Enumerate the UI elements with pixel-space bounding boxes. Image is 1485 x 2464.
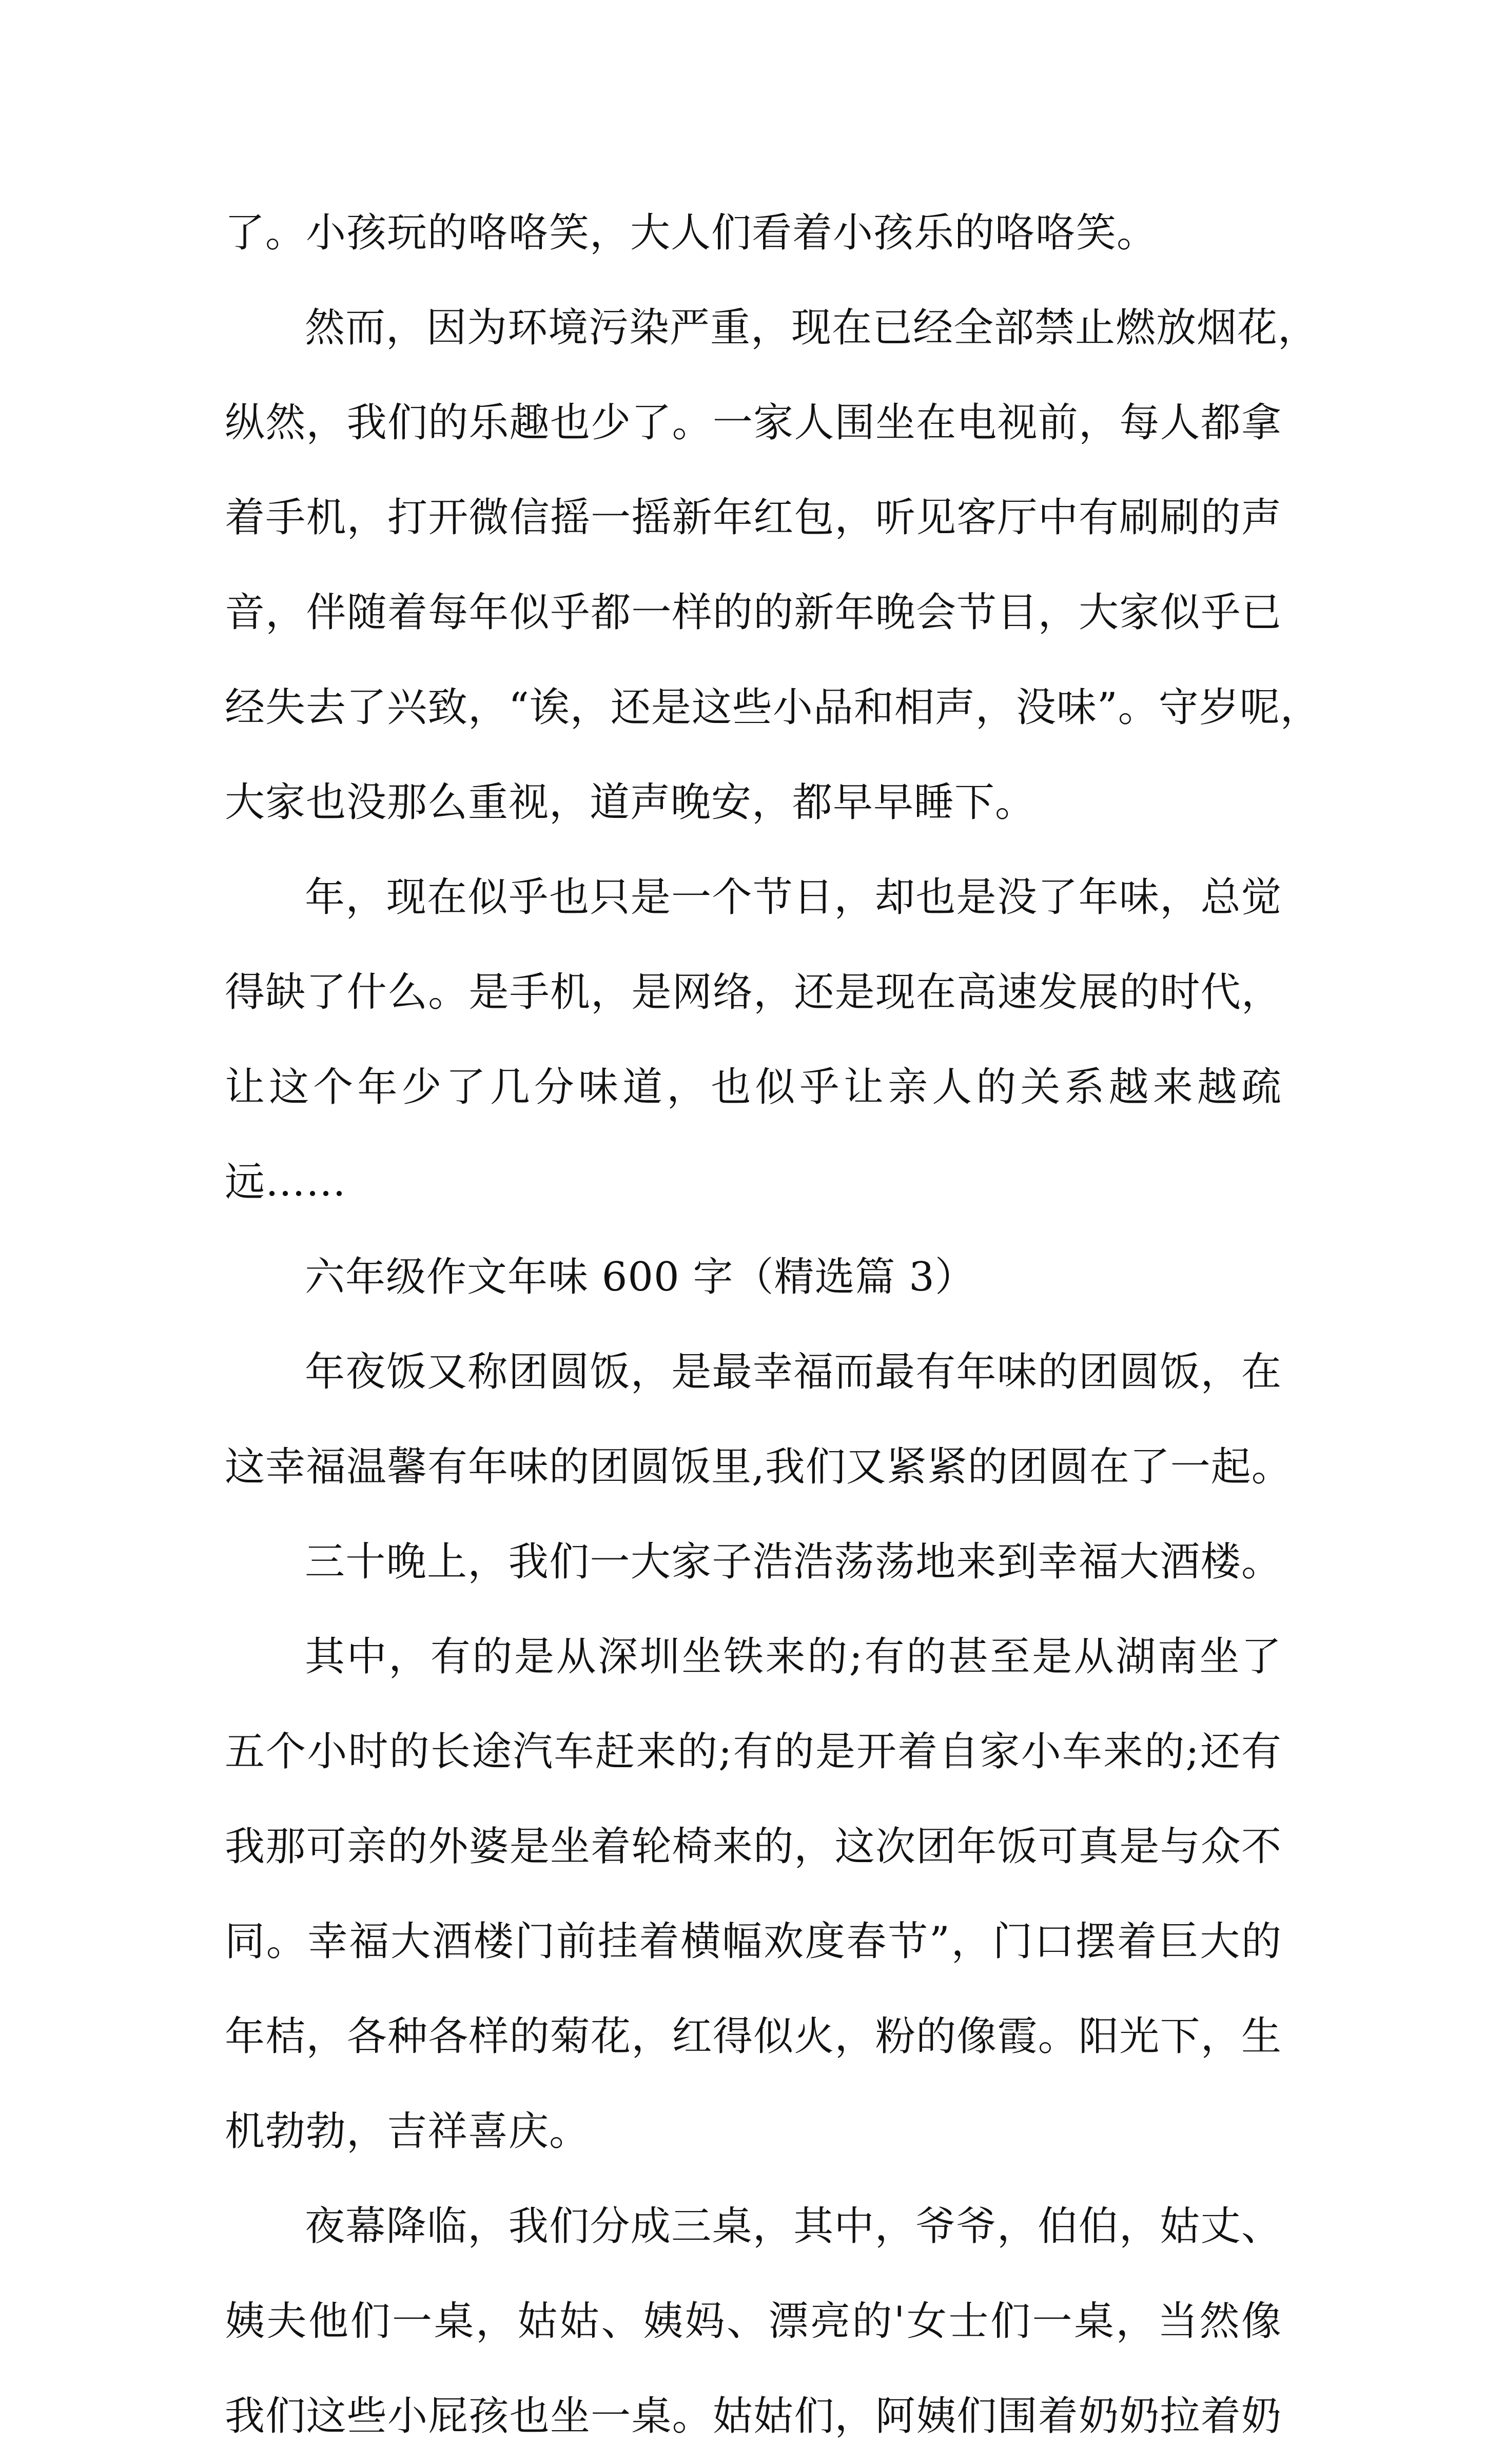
document-body xyxy=(225,186,1321,2464)
text-line: 同。幸福大酒楼门前挂着横幅欢度春节”，门口摆着巨大的 xyxy=(225,1919,1282,1965)
text-line: 让这个年少了几分味道，也似乎让亲人的关系越来越疏 xyxy=(225,1064,1282,1110)
text-line: 着手机，打开微信摇一摇新年红包，听见客厅中有刷刷的声 xyxy=(225,495,1282,541)
text-line: 然而，因为环境污染严重，现在已经全部禁止燃放烟花， xyxy=(305,305,1319,351)
text-line: 夜幕降临，我们分成三桌，其中，爷爷，伯伯，姑丈、 xyxy=(305,2203,1282,2250)
section-heading: 六年级作文年味 600 字（精选篇 3） xyxy=(305,1254,975,1300)
text-line: 五个小时的长途汽车赶来的;有的是开着自家小车来的;还有 xyxy=(225,1729,1282,1775)
text-line: 年桔，各种各样的菊花，红得似火，粉的像霞。阳光下，生 xyxy=(225,2013,1282,2060)
text-line: 大家也没那么重视，道声晚安，都早早睡下。 xyxy=(225,779,1036,826)
text-line: 年夜饭又称团圆饭，是最幸福而最有年味的团圆饭，在 xyxy=(305,1349,1282,1395)
text-line: 姨夫他们一桌，姑姑、姨妈、漂亮的'女士们一桌，当然像 xyxy=(225,2298,1282,2344)
text-line: 纵然，我们的乐趣也少了。一家人围坐在电视前，每人都拿 xyxy=(225,400,1282,446)
text-line: 我那可亲的外婆是坐着轮椅来的，这次团年饭可真是与众不 xyxy=(225,1824,1282,1870)
text-line: 音，伴随着每年似乎都一样的的新年晚会节目，大家似乎已 xyxy=(225,590,1282,636)
text-line: 了。小孩玩的咯咯笑，大人们看着小孩乐的咯咯笑。 xyxy=(225,210,1158,256)
text-line: 年，现在似乎也只是一个节日，却也是没了年味，总觉 xyxy=(305,874,1282,921)
text-line: 远…… xyxy=(225,1159,347,1205)
text-line: 这幸福温馨有年味的团圆饭里,我们又紧紧的团圆在了一起。 xyxy=(225,1444,1292,1490)
text-line: 我们这些小屁孩也坐一桌。姑姑们，阿姨们围着奶奶拉着奶 xyxy=(225,2393,1282,2439)
text-line: 得缺了什么。是手机，是网络，还是现在高速发展的时代， xyxy=(225,969,1282,1015)
text-line: 三十晚上，我们一大家子浩浩荡荡地来到幸福大酒楼。 xyxy=(305,1539,1282,1585)
text-line: 机勃勃，吉祥喜庆。 xyxy=(225,2108,590,2155)
text-line: 其中，有的是从深圳坐铁来的;有的甚至是从湖南坐了 xyxy=(305,1634,1282,1680)
text-line: 经失去了兴致，“诶，还是这些小品和相声，没味”。守岁呢， xyxy=(225,685,1321,731)
